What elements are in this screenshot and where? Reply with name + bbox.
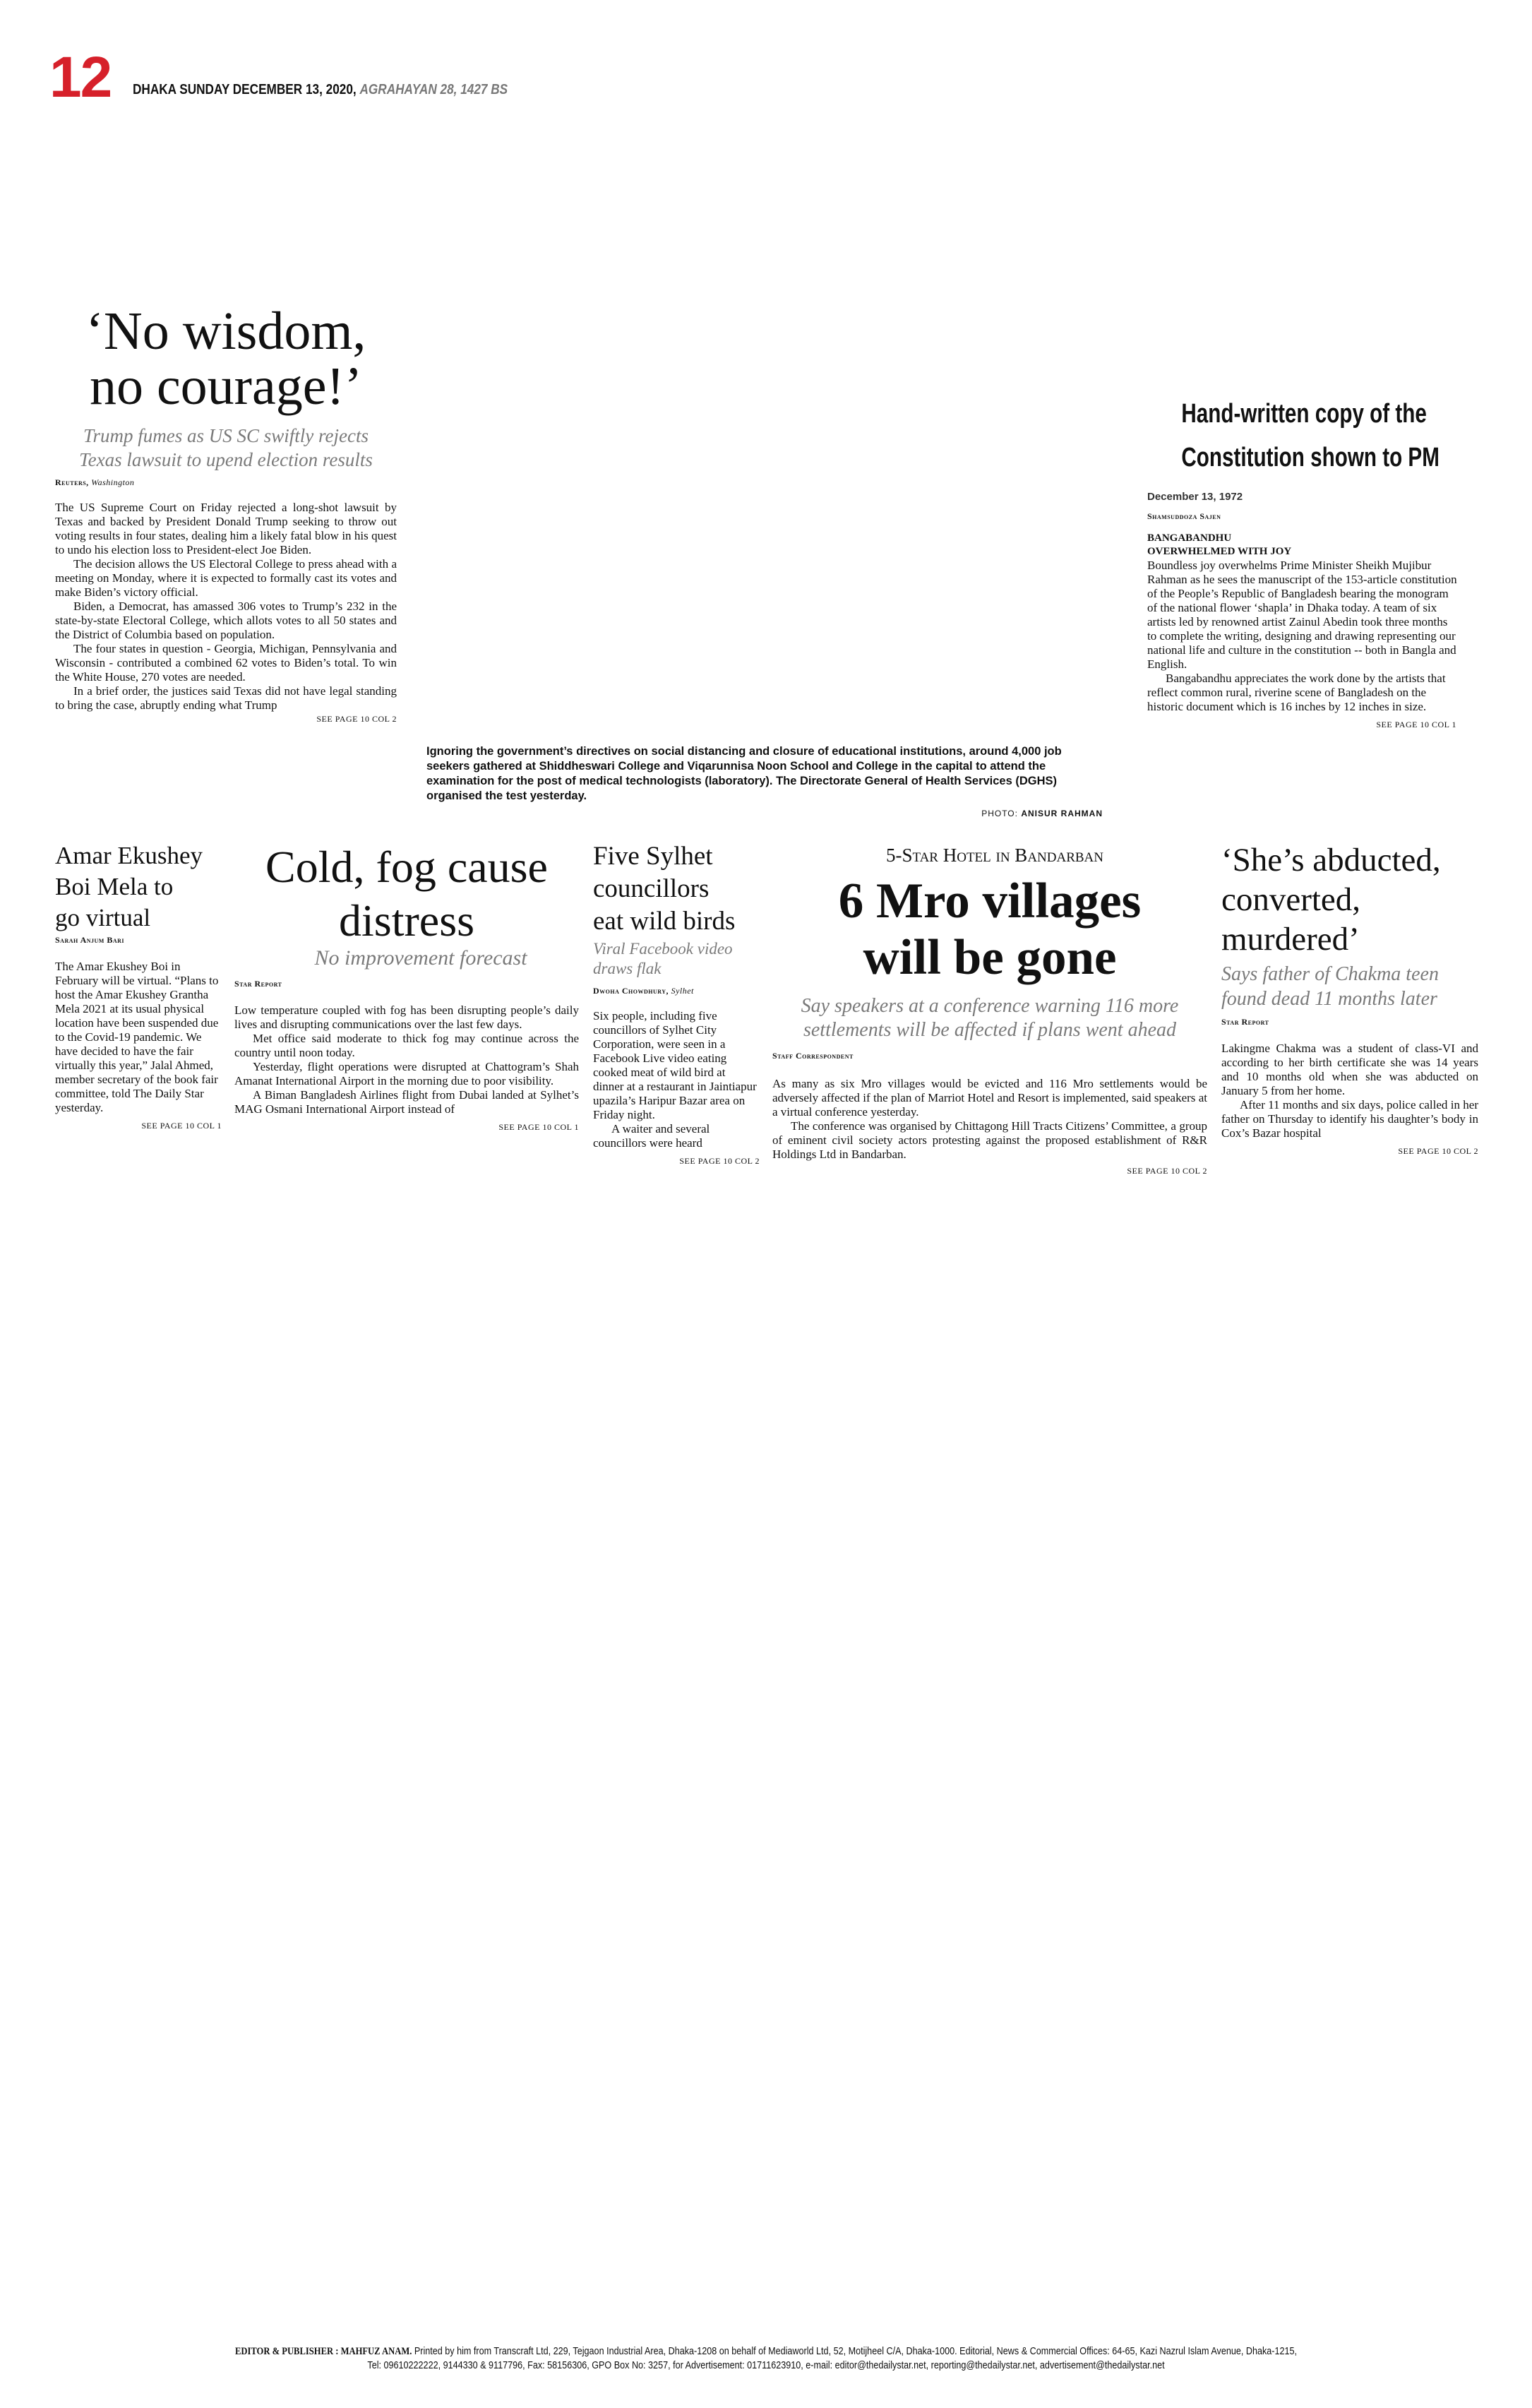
page-header	[49, 45, 755, 109]
dateline	[133, 82, 508, 98]
boi-mela-jump-line[interactable]: SEE PAGE 10 COL 1	[141, 1121, 222, 1131]
chakma-jump-line[interactable]: SEE PAGE 10 COL 2	[1398, 1146, 1478, 1156]
photo-caption	[426, 744, 1103, 821]
mro-byline: Staff Correspondent	[772, 1051, 854, 1061]
cold-fog-subhead: No improvement forecast	[314, 946, 527, 970]
boi-mela-body	[55, 960, 219, 1115]
sylhet-jump-line[interactable]: SEE PAGE 10 COL 2	[679, 1156, 760, 1166]
trump-paragraph: The four states in question - Georgia, Michigan, Pennsylvania and Wisconsin - contributed a combined 62 votes to Biden’s total. To win the White House, 270 votes are needed.	[55, 642, 397, 684]
trump-jump-line[interactable]: SEE PAGE 10 COL 2	[316, 714, 397, 724]
chakma-body	[1221, 1042, 1478, 1140]
mro-body	[772, 1077, 1207, 1162]
chakma-headline	[1221, 840, 1478, 959]
constitution-paragraph: Boundless joy overwhelms Prime Minister Sheikh Mujibur Rahman as he sees the manuscript of the 153-article constitution of the People’s Republic of Bangladesh bearing the monogram of the national flower ‘shapla’ in Dhaka today. A team of six artists led by renowned artist Zainul Abedin took three months to complete the writing, designing and drawing representing our national life and culture in the constitution -- both in Bangla and English.	[1147, 559, 1457, 671]
cold-fog-headline-line1: Cold, fog cause	[265, 842, 548, 892]
constitution-kicker-line1: BANGABANDHU	[1147, 532, 1232, 544]
chakma-paragraph: Lakingme Chakma was a student of class-VI and according to her birth certificate she was 14 years and 10 months old when she was abducted on January 5 from her home.	[1221, 1042, 1478, 1097]
constitution-byline: Shamsuddoza Sajen	[1147, 511, 1221, 521]
sylhet-body	[593, 1009, 757, 1150]
trump-paragraph: The decision allows the US Electoral College to press ahead with a meeting on Monday, where it is expected to formally cast its votes and make Biden’s victory official.	[55, 557, 397, 599]
chakma-headline-line3: murdered’	[1221, 921, 1360, 958]
boi-mela-headline-line2: Boi Mela to	[55, 873, 174, 900]
constitution-paragraph: Bangabandhu appreciates the work done by the artists that reflect common rural, riverine scene of Bangladesh on the historic document which is 16 inches by 12 inches in size.	[1147, 672, 1446, 713]
chakma-story	[1221, 840, 1478, 1157]
imprint-footer	[56, 2344, 1476, 2373]
cold-fog-jump-line[interactable]: SEE PAGE 10 COL 1	[498, 1122, 579, 1132]
chakma-byline: Star Report	[1221, 1017, 1269, 1027]
photo-caption-text: Ignoring the government’s directives on social distancing and closure of educational institutions, around 4,000 job seekers gathered at Shiddheswari College and Viqarunnisa Noon School and College in the capital to attend the examination for the post of medical technologists (laboratory). The Directorate General of Health Services (DGHS) organised the test yesterday.	[426, 745, 1062, 802]
mro-subhead-line1: Say speakers at a conference warning 116 more	[801, 995, 1179, 1017]
mro-subhead	[772, 994, 1207, 1042]
sylhet-byline	[593, 986, 757, 996]
imprint-address: Printed by him from Transcraft Ltd, 229, Tejgaon Industrial Area, Dhaka-1208 on behalf of Mediaworld Ltd, 52, Motijheel C/A, Dhaka-1000. Editorial, News & Commercial Offices: 64-65, Kazi Nazrul Islam Avenue, Dhaka-1215,	[414, 2345, 1298, 2357]
dateline-english: DHAKA SUNDAY DECEMBER 13, 2020,	[133, 82, 357, 97]
mro-subhead-line2: settlements will be affected if plans went ahead	[803, 1019, 1177, 1041]
constitution-kicker	[1147, 532, 1458, 559]
imprint-contacts: Tel: 09610222222, 9144330 & 9117796, Fax: 58156306, GPO Box No: 3257, for Advertisement: 01711623910, e-mail: editor@thedailystar.net, reporting@thedailystar.net, advertisement@thedailystar.net	[367, 2359, 1165, 2371]
cold-fog-paragraph: Yesterday, flight operations were disrupted at Chattogram’s Shah Amanat International Airport in the morning due to poor visibility.	[234, 1060, 579, 1087]
dateline-bangla: AGRAHAYAN 28, 1427 BS	[359, 82, 508, 97]
sylhet-story	[593, 840, 760, 1167]
cold-fog-paragraph: Low temperature coupled with fog has been disrupting people’s daily lives and disrupting communications over the last few days.	[234, 1003, 579, 1031]
trump-paragraph: The US Supreme Court on Friday rejected a long-shot lawsuit by Texas and backed by President Donald Trump seeking to throw out voting results in four states, dealing him a likely fatal blow in his quest to undo his election loss to President-elect Joe Biden.	[55, 501, 397, 556]
constitution-body	[1147, 559, 1458, 714]
constitution-kicker-line2: OVERWHELMED WITH JOY	[1147, 546, 1292, 557]
sylhet-paragraph: A waiter and several councillors were heard	[593, 1122, 710, 1150]
mro-paragraph: As many as six Mro villages would be evicted and 116 Mro settlements would be adversely affected if the plan of Marriot Hotel and Resort is implemented, said speakers at a virtual conference yesterday.	[772, 1077, 1207, 1119]
sylhet-paragraph: Six people, including five councillors of Sylhet City Corporation, were seen in a Facebook Live video eating cooked meat of wild bird at dinner at a restaurant in Jaintiapur upazila’s Haripur Bazar area on Friday night.	[593, 1009, 757, 1121]
trump-subhead-line1: Trump fumes as US SC swiftly rejects	[83, 425, 369, 446]
constitution-headline	[1181, 392, 1440, 479]
cold-fog-story	[234, 840, 579, 1133]
constitution-headline-line2: Constitution shown to PM	[1181, 443, 1440, 472]
sylhet-subhead-line2: draws flak	[593, 960, 662, 977]
sylhet-subhead-line1: Viral Facebook video	[593, 940, 733, 958]
mro-headline-line2: will be gone	[863, 930, 1117, 985]
imprint-editor: EDITOR & PUBLISHER : MAHFUZ ANAM.	[234, 2346, 412, 2357]
trump-body	[55, 501, 397, 713]
trump-byline-place: Washington	[91, 477, 135, 487]
constitution-jump-line[interactable]: SEE PAGE 10 COL 1	[1376, 720, 1456, 729]
trump-subhead	[55, 424, 397, 472]
sylhet-byline-name: Dwoha Chowdhury,	[593, 986, 669, 996]
boi-mela-headline-line3: go virtual	[55, 904, 151, 931]
chakma-subhead-line2: found dead 11 months later	[1221, 988, 1437, 1010]
cold-fog-paragraph: Met office said moderate to thick fog may continue across the country until noon today.	[234, 1032, 579, 1059]
sylhet-subhead	[593, 939, 757, 979]
mro-headline-line1: 6 Mro villages	[838, 874, 1142, 929]
cold-fog-body	[234, 1003, 579, 1116]
trump-paragraph: In a brief order, the justices said Texas did not have legal standing to bring the case, abruptly ending what Trump	[55, 684, 397, 712]
constitution-headline-line1: Hand-written copy of the	[1181, 399, 1427, 429]
chakma-paragraph: After 11 months and six days, police called in her father on Thursday to identify his daughter’s body in Cox’s Bazar hospital	[1221, 1098, 1478, 1140]
photo-credit	[426, 806, 1103, 821]
cold-fog-headline-line2: distress	[339, 895, 474, 946]
trump-subhead-line2: Texas lawsuit to upend election results	[79, 449, 373, 470]
chakma-headline-line2: converted,	[1221, 881, 1361, 918]
trump-headline-line2: no courage!’	[89, 357, 363, 416]
mro-kicker: 5-Star Hotel in Bandarban	[885, 845, 1103, 866]
boi-mela-story	[55, 840, 222, 1131]
photo-credit-name: ANISUR RAHMAN	[1021, 809, 1103, 818]
page-number: 12	[49, 45, 112, 109]
sylhet-headline-line3: eat wild birds	[593, 907, 736, 936]
constitution-story	[1147, 392, 1458, 730]
cold-fog-headline	[234, 840, 579, 948]
sylhet-headline-line1: Five Sylhet	[593, 842, 713, 871]
imprint-line1	[170, 2344, 1362, 2359]
boi-mela-paragraph: The Amar Ekushey Boi in February will be virtual. “Plans to host the Amar Ekushey Grantha Mela 2021 at its usual physical location have been suspended due to the Covid-19 pandemic. We have decided to have the fair virtually this year,” Jalal Ahmed, member secretary of the book fair committee, told The Daily Star yesterday.	[55, 960, 219, 1114]
trump-byline	[55, 477, 397, 488]
boi-mela-headline	[55, 840, 219, 934]
trump-story	[55, 304, 397, 725]
trump-paragraph: Biden, a Democrat, has amassed 306 votes to Trump’s 232 in the state-by-state Electoral College, which allots votes to all 50 states and the District of Columbia based on population.	[55, 600, 397, 641]
sylhet-headline	[593, 840, 757, 938]
constitution-date: December 13, 1972	[1147, 491, 1243, 503]
mro-story	[772, 845, 1207, 1176]
photo-credit-label: PHOTO:	[981, 809, 1018, 818]
boi-mela-byline: Sarah Anjum Bari	[55, 935, 125, 945]
chakma-subhead-line1: Says father of Chakma teen	[1221, 963, 1439, 985]
sylhet-headline-line2: councillors	[593, 874, 710, 903]
cold-fog-byline: Star Report	[234, 979, 282, 989]
chakma-subhead	[1221, 962, 1478, 1011]
trump-headline	[55, 304, 397, 414]
chakma-headline-line1: ‘She’s abducted,	[1221, 842, 1441, 878]
trump-byline-name: Reuters,	[55, 477, 89, 487]
trump-headline-line1: ‘No wisdom,	[85, 302, 366, 361]
mro-jump-line[interactable]: SEE PAGE 10 COL 2	[1127, 1166, 1207, 1176]
mro-headline	[772, 873, 1207, 986]
cold-fog-paragraph: A Biman Bangladesh Airlines flight from Dubai landed at Sylhet’s MAG Osmani International Airport instead of	[234, 1088, 579, 1116]
sylhet-byline-place: Sylhet	[671, 986, 694, 996]
boi-mela-headline-line1: Amar Ekushey	[55, 842, 203, 869]
mro-paragraph: The conference was organised by Chittagong Hill Tracts Citizens’ Committee, a group of eminent civil society actors protesting against the proposed establishment of R&R Holdings Ltd in Bandarban.	[772, 1119, 1207, 1161]
